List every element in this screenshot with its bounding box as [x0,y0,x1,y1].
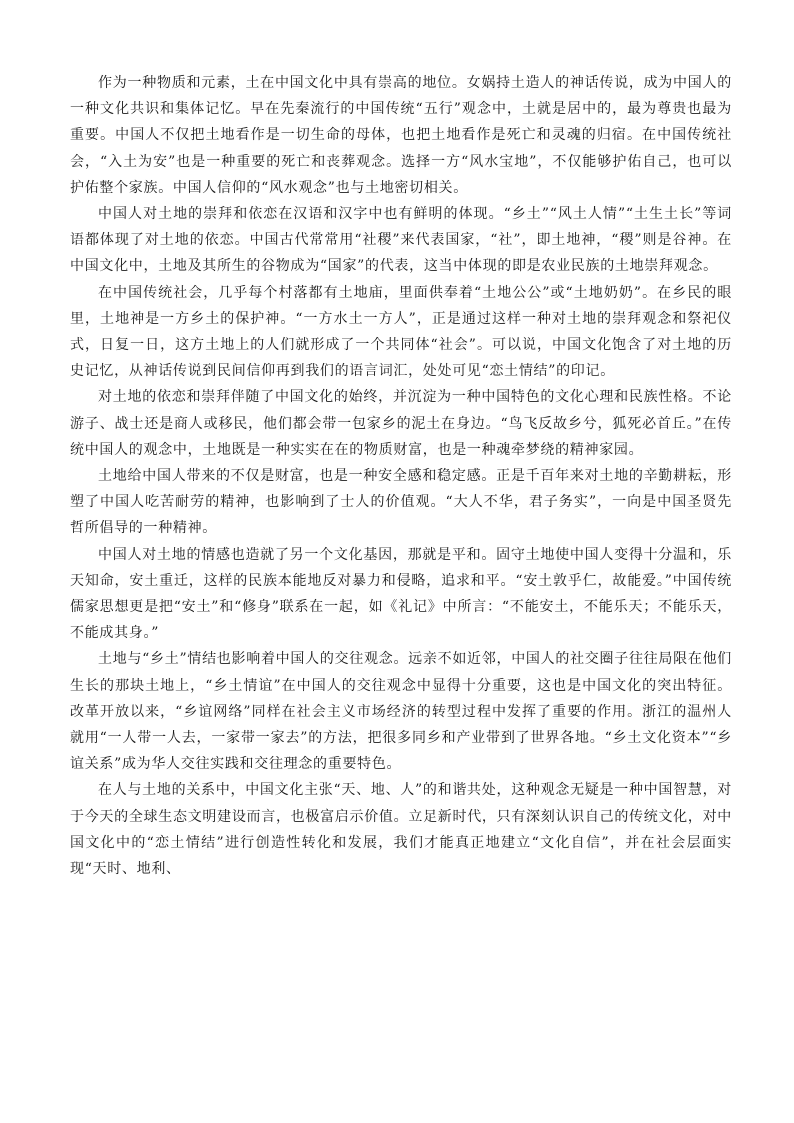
paragraph-6: 中国人对土地的情感也造就了另一个文化基因，那就是平和。固守土地使中国人变得十分温和，乐天知命，安土重迁，这样的民族本能地反对暴力和侵略，追求和平。“安土敦乎仁，故能爱。”中国传统儒家思想更是把“安土”和“修身”联系在一起，如《礼记》中所言：“不能安土，不能乐天；不能乐天，不能成其身。” [70,546,732,642]
paragraph-4: 对土地的依恋和崇拜伴随了中国文化的始终，并沉淀为一种中国特色的文化心理和民族性格。不论游子、战士还是商人或移民，他们都会带一包家乡的泥土在身边。“鸟飞反故乡兮，狐死必首丘。”在传统中国人的观念中，土地既是一种实实在在的物质财富，也是一种魂牵梦绕的精神家园。 [70,389,732,458]
paragraph-3: 在中国传统社会，几乎每个村落都有土地庙，里面供奉着“土地公公”或“土地奶奶”。在乡民的眼里，土地神是一方乡土的保护神。“一方水土一方人”，正是通过这样一种对土地的崇拜观念和祭祀仪式，日复一日，这方土地上的人们就形成了一个共同体“社会”。可以说，中国文化饱含了对土地的历史记忆，从神话传说到民间信仰再到我们的语言词汇，处处可见“恋土情结”的印记。 [70,284,732,380]
paragraph-2: 中国人对土地的崇拜和依恋在汉语和汉字中也有鲜明的体现。“乡土”“风土人情”“土生土长”等词语都体现了对土地的依恋。中国古代常常用“社稷”来代表国家，“社”，即土地神，“稷”则是谷神。在中国文化中，土地及其所生的谷物成为“国家”的代表，这当中体现的即是农业民族的土地崇拜观念。 [70,206,732,275]
paragraph-8: 在人与土地的关系中，中国文化主张“天、地、人”的和谐共处，这种观念无疑是一种中国智慧，对于今天的全球生态文明建设而言，也极富启示价值。立足新时代，只有深刻认识自己的传统文化，对中国文化中的“恋土情结”进行创造性转化和发展，我们才能真正地建立“文化自信”，并在社会层面实现“天时、地利、 [70,782,732,878]
document-body [70,70,732,882]
paragraph-1: 作为一种物质和元素，土在中国文化中具有崇高的地位。女娲持土造人的神话传说，成为中国人的一种文化共识和集体记忆。早在先秦流行的中国传统“五行”观念中，土就是居中的，最为尊贵也最为重要。中国人不仅把土地看作是一切生命的母体，也把土地看作是死亡和灵魂的归宿。在中国传统社会，“入土为安”也是一种重要的死亡和丧葬观念。选择一方“风水宝地”，不仅能够护佑自己，也可以护佑整个家族。中国人信仰的“风水观念”也与土地密切相关。 [70,75,732,196]
paragraph-5: 土地给中国人带来的不仅是财富，也是一种安全感和稳定感。正是千百年来对土地的辛勤耕耘，形塑了中国人吃苦耐劳的精神，也影响到了士人的价值观。“大人不华，君子务实”，一向是中国圣贤先哲所倡导的一种精神。 [70,468,732,537]
paragraph-7: 土地与“乡土”情结也影响着中国人的交往观念。远亲不如近邻，中国人的社交圈子往往局限在他们生长的那块土地上，“乡土情谊”在中国人的交往观念中显得十分重要，这也是中国文化的突出特征。改革开放以来，“乡谊网络”同样在社会主义市场经济的转型过程中发挥了重要的作用。浙江的温州人就用“一人带一人去，一家带一家去”的方法，把很多同乡和产业带到了世界各地。“乡土文化资本”“乡谊关系”成为华人交往实践和交往理念的重要特色。 [70,651,732,773]
